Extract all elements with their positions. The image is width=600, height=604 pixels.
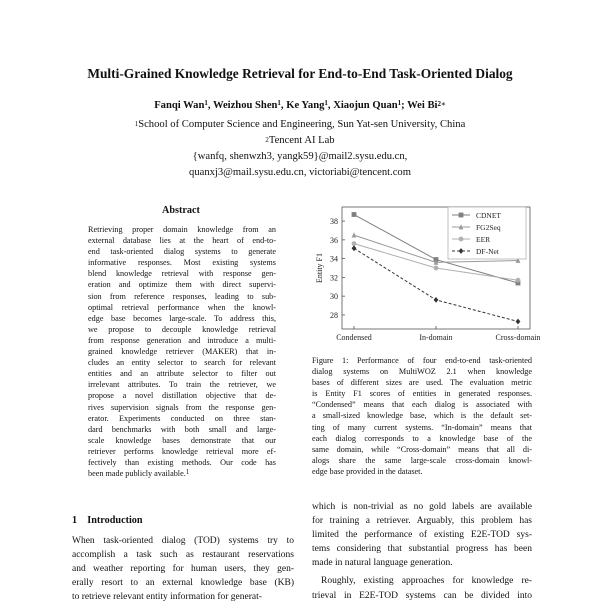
- author-mark: 1: [204, 99, 208, 107]
- abstract-line: informative responses. Most existing systems: [88, 258, 276, 268]
- email-line: {wanfq, shenwzh3, yangk59}@mail2.sysu.edu.cn,: [192, 151, 408, 162]
- caption-line: ting of many current systems. “In-domain” means that: [312, 422, 532, 432]
- abstract-line: rives supervision signals from the response gen-: [88, 402, 276, 412]
- abstract-line: grained knowledge retriever (MAKER) that in-: [88, 347, 276, 357]
- abstract-line: we propose to decouple knowledge retrieval: [88, 324, 276, 334]
- y-tick-label: 34: [330, 254, 338, 264]
- caption-line: each dialog corresponds to a knowledge base of the: [312, 433, 532, 443]
- abstract-line: entities and an attribute selector to filter out: [88, 369, 276, 379]
- x-tick-label: In-domain: [419, 333, 453, 342]
- caption-line: edge base provided in the dataset.: [312, 466, 423, 476]
- author-mark: 2∗: [437, 100, 446, 108]
- abstract-line: fectively than existing methods. Our code has: [88, 457, 276, 467]
- data-point-eer: [434, 266, 439, 271]
- author-list: Fanqi Wan$^1$, Weizhou Shen$^1$, Ke Yang$^1$, Xiaojun Quan$^1$; Wei $Bi^{2∗}$: [154, 99, 446, 111]
- y-axis-label: Entity F1: [315, 252, 324, 284]
- intro-line: to retrieve relevant entity information for generat-: [72, 592, 262, 603]
- y-tick-label: 36: [330, 235, 338, 245]
- abstract-line: external database lies at the heart of end-to-: [88, 236, 276, 246]
- intro-left-column: [72, 534, 294, 604]
- author-mark: 1: [397, 99, 402, 107]
- intro-line: Roughly, existing approaches for knowledge re-: [321, 576, 532, 587]
- y-tick-label: 30: [330, 292, 338, 302]
- abstract-line: irrelevant attributes. To train the retriever, we: [88, 380, 276, 390]
- intro-line: made in natural language generation.: [312, 558, 453, 569]
- abstract-line: eration and optimize them with direct supervi-: [88, 280, 276, 290]
- legend-label: CDNET: [476, 211, 501, 220]
- abstract-text: [88, 224, 276, 479]
- footnote-mark: 1: [185, 468, 190, 477]
- legend-label: EER: [476, 235, 491, 244]
- legend-marker: [459, 237, 464, 242]
- abstract-line: from response generation and introduce a multi-: [88, 335, 276, 345]
- affiliation-line: [0, 117, 600, 133]
- figure-caption: [312, 355, 532, 477]
- abstract-line: been made publicly available.$^1$: [88, 468, 190, 479]
- abstract-line: edge base becomes large-scale. To address this,: [88, 313, 276, 323]
- abstract-line: retriever performs knowledge retrieval more ef-: [88, 446, 276, 456]
- data-point-fg2seq: [352, 232, 357, 237]
- intro-line: trieval in E2E-TOD systems can be divided into: [312, 590, 532, 601]
- section-title: Introduction: [87, 515, 143, 526]
- caption-line: same domain, while “Cross-domain” means that all di-: [312, 444, 532, 454]
- abstract-line: propose a novel distillation objective that de-: [88, 391, 276, 401]
- data-point-df-net: [434, 297, 439, 303]
- y-tick-label: 38: [330, 217, 338, 227]
- section-number: 1: [72, 515, 78, 526]
- paper-title: Multi-Grained Knowledge Retrieval for End-to-End Task-Oriented Dialog: [87, 66, 513, 81]
- intro-line: erally resort to an external knowledge base (KB): [72, 578, 294, 589]
- abstract-line: erator. Experiments conducted on three stan-: [88, 413, 276, 423]
- legend-label: DF-Net: [476, 247, 499, 256]
- intro-line: which is non-trivial as no gold labels are available: [312, 502, 532, 512]
- intro-right-column: [312, 500, 532, 603]
- affiliation-1: School of Computer Science and Engineering, Sun Yat-sen University, China: [138, 119, 466, 130]
- email-line: quanxj3@mail.sysu.edu.cn, victoriabi@tencent.com: [189, 167, 411, 178]
- abstract-line: sion from reference responses, leading to sub-: [88, 291, 276, 301]
- data-point-cdnet: [352, 212, 357, 217]
- caption-line: is Entity F1 scores of entities in generated responses.: [312, 389, 532, 399]
- author-name: Fanqi Wan: [154, 100, 205, 111]
- data-point-eer: [352, 241, 357, 246]
- caption-line: alogs share the same large-scale cross-domain knowl-: [312, 455, 532, 465]
- abstract-line: Retrieving proper domain knowledge from an: [88, 225, 276, 234]
- legend-label: FG2Seq: [476, 223, 501, 232]
- data-point-eer: [516, 278, 521, 283]
- intro-line: and weather reporting for human users, they gen-: [72, 564, 294, 575]
- affiliation-mark: 2: [265, 136, 269, 144]
- data-point-df-net: [352, 245, 357, 251]
- x-tick-label: Cross-domain: [495, 333, 541, 342]
- caption-line: dialog systems on MultiWOZ 2.1 when knowledge: [312, 367, 532, 377]
- author-name: Weizhou Shen: [212, 100, 278, 111]
- author-name: Wei Bi: [407, 100, 438, 111]
- abstract-line: optimal retrieval performance when the knowl-: [88, 302, 276, 312]
- affiliation-line: [0, 133, 600, 149]
- affiliations: [0, 117, 600, 181]
- author-name: Ke Yang: [286, 100, 325, 111]
- x-tick-label: Condensed: [336, 333, 372, 342]
- figure-1-chart: [306, 203, 541, 351]
- abstract-line: cludes an entity selector to search for relevant: [88, 358, 276, 368]
- intro-line: When task-oriented dialog (TOD) systems try to: [72, 536, 294, 546]
- abstract-line: end task-oriented dialog systems to generate: [88, 247, 276, 257]
- caption-line: a small-sized knowledge base, which is the default set-: [312, 411, 532, 421]
- affiliation-mark: 1: [134, 120, 139, 128]
- intro-line: accomplish a task such as restaurant reservations: [72, 550, 294, 561]
- caption-line: bases of different sizes are used. The evaluation metric: [312, 378, 532, 388]
- intro-line: tems considering that substantial progress has been: [312, 544, 532, 555]
- y-tick-label: 32: [330, 273, 338, 283]
- intro-line: for training a retriever. Arguably, this problem has: [312, 516, 532, 527]
- author-mark: 1: [324, 99, 328, 107]
- section-heading: [72, 515, 143, 526]
- legend-marker: [459, 213, 464, 218]
- abstract-line: scale knowledge bases demonstrate that our: [88, 435, 276, 445]
- abstract-line: blend knowledge retrieval with response gen-: [88, 269, 276, 279]
- y-tick-label: 28: [330, 310, 338, 320]
- caption-line: Figure 1: Performance of four end-to-end task-oriented: [312, 356, 532, 365]
- intro-line: limited the performance of existing E2E-TOD sys-: [312, 530, 532, 541]
- abstract-line: dard benchmarks with both small and large-: [88, 424, 276, 434]
- abstract-heading: Abstract: [162, 205, 200, 216]
- data-point-df-net: [516, 319, 521, 325]
- author-name: Xiaojun Quan: [333, 100, 398, 111]
- caption-line: “Condensed” means that each dialog is associated with: [312, 400, 532, 410]
- affiliation-2: Tencent AI Lab: [268, 135, 335, 146]
- author-mark: 1: [277, 99, 281, 107]
